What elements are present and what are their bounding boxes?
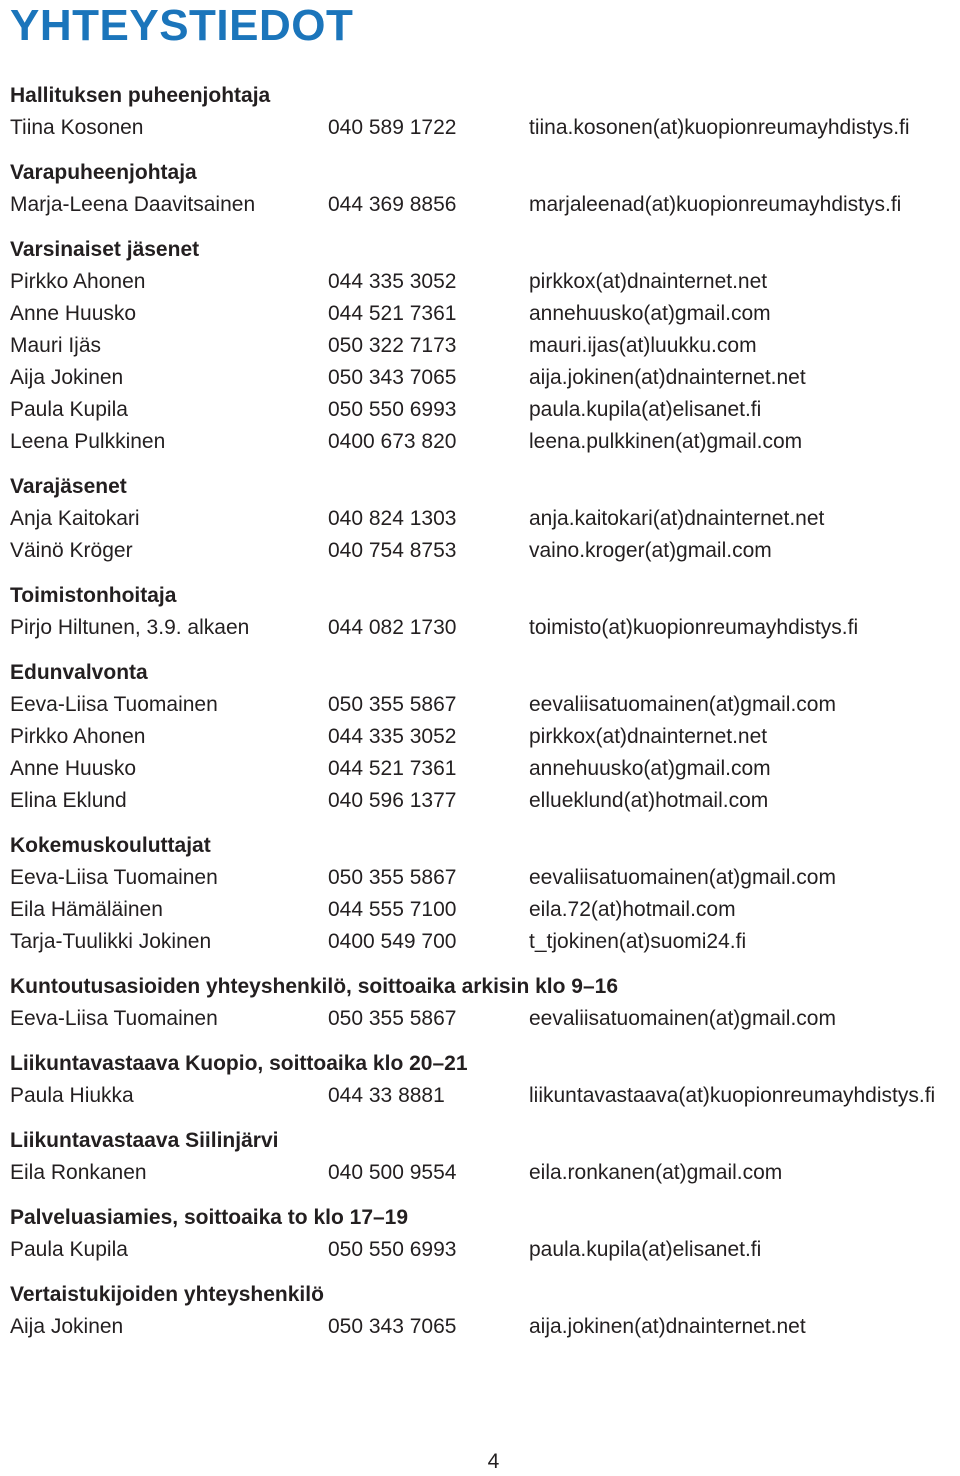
- contact-phone: 044 082 1730: [328, 616, 457, 639]
- contact-row: [10, 503, 955, 535]
- section-heading: Edunvalvonta: [10, 661, 148, 684]
- contact-row: [10, 612, 955, 644]
- contact-phone: 044 33 8881: [328, 1084, 445, 1107]
- contact-section: [10, 971, 955, 1035]
- contact-name: Eeva-Liisa Tuomainen: [10, 693, 218, 716]
- contact-section: [10, 1048, 955, 1112]
- contact-row: [10, 689, 955, 721]
- contact-phone: 044 335 3052: [328, 270, 457, 293]
- contact-section: [10, 157, 955, 221]
- contact-name: Leena Pulkkinen: [10, 430, 166, 453]
- contact-name: Paula Hiukka: [10, 1084, 134, 1107]
- contact-email: liikuntavastaava(at)kuopionreumayhdistys.fi: [529, 1084, 936, 1107]
- contact-row: [10, 1080, 955, 1112]
- contact-row: [10, 862, 955, 894]
- section-heading: Kokemuskouluttajat: [10, 834, 211, 857]
- contact-phone: 044 369 8856: [328, 193, 457, 216]
- contact-name: Mauri Ijäs: [10, 334, 102, 357]
- contact-phone: 050 355 5867: [328, 693, 457, 716]
- contact-section: [10, 1202, 955, 1266]
- section-heading: Varsinaiset jäsenet: [10, 238, 200, 261]
- contact-row: [10, 266, 955, 298]
- contact-row: [10, 1234, 955, 1266]
- contact-name: Marja-Leena Daavitsainen: [10, 193, 256, 216]
- contact-email: eila.ronkanen(at)gmail.com: [529, 1161, 783, 1184]
- contact-name: Tiina Kosonen: [10, 116, 144, 139]
- contact-phone: 050 322 7173: [328, 334, 457, 357]
- contact-section: [10, 1279, 955, 1343]
- contact-row: [10, 1311, 955, 1343]
- contact-email: pirkkox(at)dnainternet.net: [529, 725, 768, 748]
- section-heading: Toimistonhoitaja: [10, 584, 177, 607]
- section-heading: Liikuntavastaava Siilinjärvi: [10, 1129, 279, 1152]
- contact-row: [10, 394, 955, 426]
- contact-name: Pirkko Ahonen: [10, 725, 146, 748]
- contact-name: Pirkko Ahonen: [10, 270, 146, 293]
- contact-name: Aija Jokinen: [10, 1315, 124, 1338]
- contact-section: [10, 657, 955, 817]
- contact-email: vaino.kroger(at)gmail.com: [529, 539, 772, 562]
- contact-email: paula.kupila(at)elisanet.fi: [529, 398, 762, 421]
- contact-row: [10, 426, 955, 458]
- contact-row: [10, 753, 955, 785]
- contact-phone: 040 589 1722: [328, 116, 457, 139]
- contact-name: Eeva-Liisa Tuomainen: [10, 1007, 218, 1030]
- section-heading: Kuntoutusasioiden yhteyshenkilö, soittoaika arkisin klo 9–16: [10, 975, 619, 998]
- contact-phone: 050 355 5867: [328, 1007, 457, 1030]
- contact-name: Väinö Kröger: [10, 539, 133, 562]
- contact-name: Paula Kupila: [10, 398, 128, 421]
- contact-row: [10, 926, 955, 958]
- contact-email: t_tjokinen(at)suomi24.fi: [529, 930, 747, 953]
- contact-email: annehuusko(at)gmail.com: [529, 302, 771, 325]
- section-heading: Palveluasiamies, soittoaika to klo 17–19: [10, 1206, 409, 1229]
- contact-email: paula.kupila(at)elisanet.fi: [529, 1238, 762, 1261]
- contact-phone: 040 500 9554: [328, 1161, 457, 1184]
- contact-section: [10, 830, 955, 958]
- contact-section: [10, 1125, 955, 1189]
- contact-phone: 040 754 8753: [328, 539, 457, 562]
- contact-email: aija.jokinen(at)dnainternet.net: [529, 366, 806, 389]
- section-heading: Varajäsenet: [10, 475, 127, 498]
- page-number: 4: [487, 1450, 500, 1473]
- section-heading: Liikuntavastaava Kuopio, soittoaika klo 20–21: [10, 1052, 468, 1075]
- contact-section: [10, 580, 955, 644]
- contact-phone: 044 555 7100: [328, 898, 457, 921]
- contact-name: Tarja-Tuulikki Jokinen: [10, 930, 212, 953]
- contact-phone: 050 550 6993: [328, 398, 457, 421]
- contact-email: aija.jokinen(at)dnainternet.net: [529, 1315, 806, 1338]
- contact-email: anja.kaitokari(at)dnainternet.net: [529, 507, 825, 530]
- section-heading: Varapuheenjohtaja: [10, 161, 197, 184]
- contact-name: Eila Hämäläinen: [10, 898, 163, 921]
- contact-name: Anne Huusko: [10, 757, 137, 780]
- contact-phone: 050 550 6993: [328, 1238, 457, 1261]
- contact-name: Eeva-Liisa Tuomainen: [10, 866, 218, 889]
- contact-name: Anne Huusko: [10, 302, 137, 325]
- contact-email: leena.pulkkinen(at)gmail.com: [529, 430, 803, 453]
- contact-section: [10, 80, 955, 144]
- contact-phone: 044 335 3052: [328, 725, 457, 748]
- contact-row: [10, 785, 955, 817]
- contact-row: [10, 1157, 955, 1189]
- contact-phone: 050 343 7065: [328, 1315, 457, 1338]
- contact-phone: 0400 549 700: [328, 930, 457, 953]
- contact-email: tiina.kosonen(at)kuopionreumayhdistys.fi: [529, 116, 910, 139]
- contact-row: [10, 330, 955, 362]
- contact-name: Paula Kupila: [10, 1238, 128, 1261]
- contact-phone: 044 521 7361: [328, 757, 457, 780]
- contact-phone: 050 343 7065: [328, 366, 457, 389]
- contact-email: toimisto(at)kuopionreumayhdistys.fi: [529, 616, 859, 639]
- contact-email: annehuusko(at)gmail.com: [529, 757, 771, 780]
- contact-phone: 040 824 1303: [328, 507, 457, 530]
- contact-email: ellueklund(at)hotmail.com: [529, 789, 769, 812]
- page-title: YHTEYSTIEDOT: [10, 1, 354, 50]
- contact-email: mauri.ijas(at)luukku.com: [529, 334, 757, 357]
- contact-email: marjaleenad(at)kuopionreumayhdistys.fi: [529, 193, 902, 216]
- contact-email: pirkkox(at)dnainternet.net: [529, 270, 768, 293]
- contact-row: [10, 1003, 955, 1035]
- contact-email: eevaliisatuomainen(at)gmail.com: [529, 1007, 836, 1030]
- contact-email: eevaliisatuomainen(at)gmail.com: [529, 866, 836, 889]
- contact-name: Pirjo Hiltunen, 3.9. alkaen: [10, 616, 250, 639]
- contact-row: [10, 362, 955, 394]
- contact-name: Anja Kaitokari: [10, 507, 140, 530]
- contact-row: [10, 298, 955, 330]
- contact-row: [10, 535, 955, 567]
- contact-email: eila.72(at)hotmail.com: [529, 898, 736, 921]
- contact-row: [10, 721, 955, 753]
- contact-phone: 040 596 1377: [328, 789, 457, 812]
- contact-name: Eila Ronkanen: [10, 1161, 147, 1184]
- contact-name: Aija Jokinen: [10, 366, 124, 389]
- contact-phone: 0400 673 820: [328, 430, 457, 453]
- contact-email: eevaliisatuomainen(at)gmail.com: [529, 693, 836, 716]
- contact-row: [10, 894, 955, 926]
- contact-phone: 044 521 7361: [328, 302, 457, 325]
- contact-row: [10, 189, 955, 221]
- section-heading: Vertaistukijoiden yhteyshenkilö: [10, 1283, 324, 1306]
- contact-name: Elina Eklund: [10, 789, 127, 812]
- section-heading: Hallituksen puheenjohtaja: [10, 84, 271, 107]
- contact-section: [10, 471, 955, 567]
- contact-section: [10, 234, 955, 458]
- contact-list: [10, 80, 955, 1356]
- contact-phone: 050 355 5867: [328, 866, 457, 889]
- contact-row: [10, 112, 955, 144]
